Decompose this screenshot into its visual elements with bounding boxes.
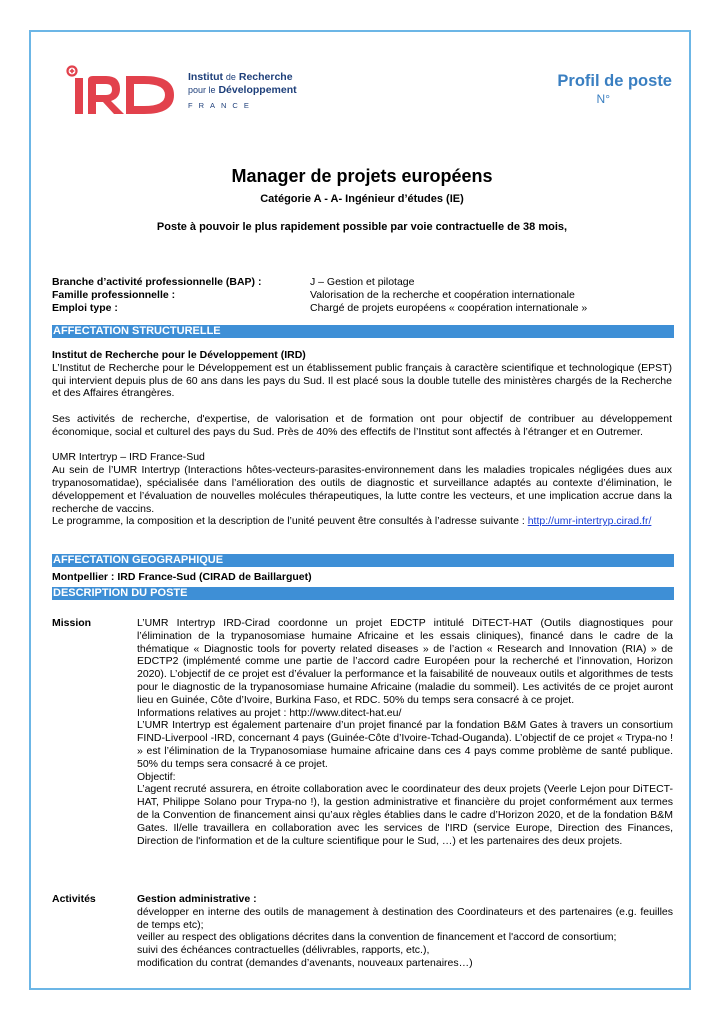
activites-heading: Gestion administrative : (137, 893, 257, 905)
section-description-poste: DESCRIPTION DU POSTE (52, 587, 674, 600)
bap-info (52, 276, 680, 315)
mission-objectif-label: Objectif: (137, 770, 176, 783)
umr-intertryp-link[interactable]: http://umr-intertryp.cirad.fr/ (527, 515, 652, 528)
activite-item: suivi des échéances contractuelles (délivrables, rapports, etc.), (137, 944, 430, 957)
activite-item: développer en interne des outils de management à destination des Coordinateurs et des partenaires (e.g. feuilles de temps etc); (137, 905, 673, 931)
mission-paragraph-2: L’UMR Intertryp est également partenaire d’un projet financé par la fondation B&M Gates à travers un consortium FIND-Liverpool -IRD, concernant 4 pays (Guinée-Côte d’Ivoire-Tchad-Ouganda). L’objectif de ce projet « Trypa-no ! » est l’élimination de la Trypanosomiase humaine africaine dans ces 4 pays comme problème de santé publique. 50% du temps sera consacré à ce projet. (137, 719, 673, 770)
mission-label: Mission (52, 617, 92, 629)
umr-paragraph-2: Le programme, la composition et la description de l’unité peuvent être consultés à l’adresse suivante : http://umr-intertryp.cirad.fr/ (52, 515, 652, 528)
activites-label: Activités (52, 893, 96, 905)
famille-row: Famille professionnelle : Valorisation de la recherche et coopération internationale (52, 289, 575, 301)
profil-number: N° (596, 92, 610, 106)
mission-paragraph-1: L’UMR Intertryp IRD-Cirad coordonne un projet EDCTP intitulé DiTECT-HAT (Outils diagnostiques pour l’élimination de la trypanosomiase humaine Africaine et les essais cliniques), financé dans le cadre de la thématique « Diagnostic tools for poverty related diseases » de l’action « Research and Innovation (RIA) » de EDCTP2 (implémenté comme une partie de l’accord cadre Européen pour la recherché et l’innovation, Horizon 2020). L’objectif de ce projet est d’évaluer la performance et la faisabilité de nouveaux outils et algorithmes de tests pour le diagnostic de la trypanosomiase humaine Africaine (maladie du sommeil). Les activités de ce projet auront lieu en Guinée, Côte d’Ivoire, Burkina Faso, et RDC. 50% du temps sera consacré à ce projet. (137, 617, 673, 706)
recruitment-notice: Poste à pouvoir le plus rapidement possible par voie contractuelle de 38 mois, (156, 221, 568, 233)
activites-content (137, 893, 673, 970)
ird-heading: Institut de Recherche pour le Développement (IRD) (52, 349, 306, 361)
umr-heading: UMR Intertryp – IRD France-Sud (52, 451, 205, 464)
mission-content (137, 617, 673, 847)
activite-item: modification du contrat (demandes d’avenants, nouveaux partenaires…) (137, 956, 473, 969)
ird-paragraph-2: Ses activités de recherche, d'expertise, de valorisation et de formation ont pour objectif de contribuer au développement économique, social et culturel des pays du Sud. Près de 40% des effectifs de l’Institut sont affectés à l’étranger et en Outremer. (52, 412, 672, 438)
bap-row: Branche d’activité professionnelle (BAP) : J – Gestion et pilotage (52, 276, 415, 288)
section-affectation-structurelle: AFFECTATION STRUCTURELLE (52, 325, 674, 338)
emploi-type-row: Emploi type : Chargé de projets européens « coopération internationale » (52, 302, 588, 314)
activite-item: veiller au respect des obligations décrites dans la convention de financement et l'accord de consortium; (137, 931, 617, 944)
umr-paragraph-1: Au sein de l’UMR Intertryp (Interactions hôtes-vecteurs-parasites-environnement dans les maladies tropicales négligées dues aux trypanosomatidae), spécialisée dans l’amélioration des outils de diagnostic et surveillance adaptés au contexte d’élimination, le développement et l’évaluation de nouvelles molécules thérapeutiques, la lutte contre les vecteurs, et une implication accrue dans la recherche de vaccins. (52, 464, 672, 515)
page-title: Manager de projets européens (231, 166, 493, 186)
profil-de-poste (557, 72, 672, 106)
structurelle-content (52, 349, 672, 528)
ird-logo-text: Institut de Recherche pour le Développement FRANCE (188, 71, 297, 110)
section-affectation-geographique: AFFECTATION GEOGRAPHIQUE (52, 554, 674, 567)
ird-paragraph-1: L’Institut de Recherche pour le Développement est un établissement public français à caractère scientifique et technologique (EPST) qui intervient depuis plus de 60 ans dans les pays du Sud. Il est placé sous la double tutelle des ministères chargés de la Recherche et des Affaires étrangères. (52, 361, 672, 400)
page-subtitle: Catégorie A - A- Ingénieur d’études (IE) (260, 193, 464, 205)
mission-info-link: Informations relatives au projet : http://www.ditect-hat.eu/ (137, 706, 402, 719)
geographique-location: Montpellier : IRD France-Sud (CIRAD de Baillarguet) (52, 571, 312, 583)
profil-title: Profil de poste (557, 72, 672, 90)
mission-paragraph-3: L’agent recruté assurera, en étroite collaboration avec le coordinateur des deux projets (Veerle Lejon pour DiTECT-HAT, Philippe Solano pour Trypa-no !), la gestion administrative et financière du projet conformément aux termes de la Convention de financement ainsi qu’aux règles établies dans le cadre d’Horizon 2020, et de la fondation B&M Gates. Il/elle travaillera en collaboration avec les services de l'IRD (service Europe, Direction des Finances, Direction de l'information et de la culture scientifique pour le Sud, …) et les partenaires des deux projets. (137, 783, 673, 847)
